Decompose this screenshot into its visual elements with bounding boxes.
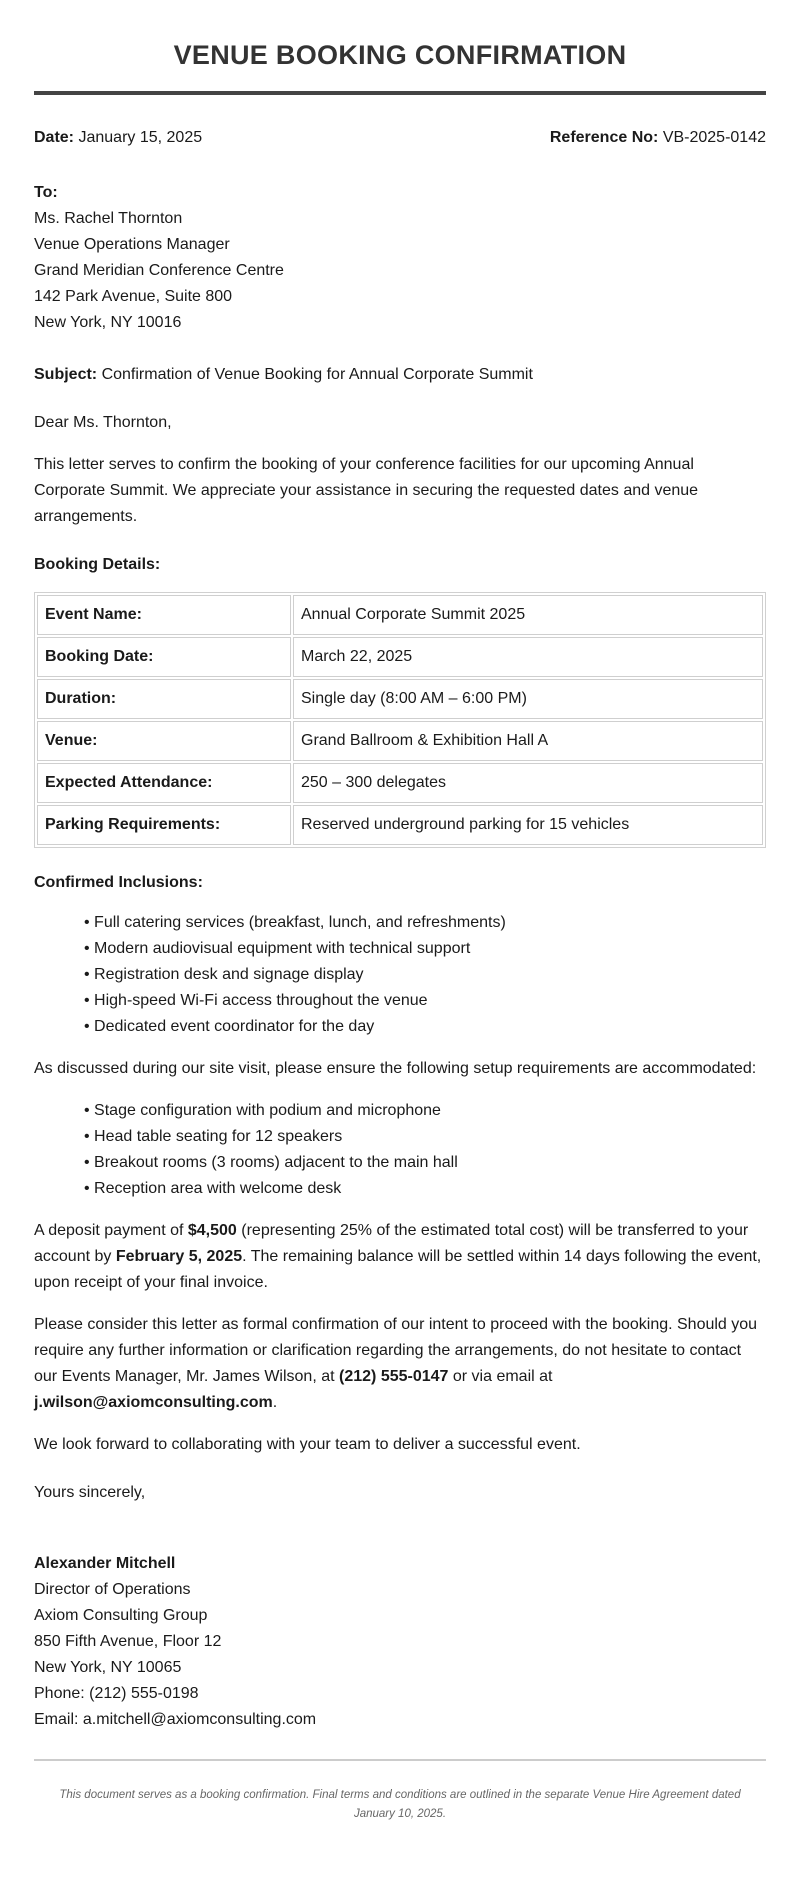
inclusions-list (34, 910, 766, 1040)
deposit-paragraph (34, 1218, 766, 1296)
contact-phone: (212) 555-0147 (339, 1368, 449, 1385)
signer-email: Email: a.mitchell@axiomconsulting.com (34, 1711, 317, 1728)
reference-value: VB-2025-0142 (662, 129, 766, 146)
table-row (37, 679, 763, 719)
list-item: • Head table seating for 12 speakers (84, 1128, 343, 1145)
signer-phone: Phone: (212) 555-0198 (34, 1685, 199, 1702)
list-item: • Breakout rooms (3 rooms) adjacent to the main hall (84, 1154, 458, 1171)
detail-key: Booking Date: (37, 637, 291, 677)
list-item: • Stage configuration with podium and microphone (84, 1102, 441, 1119)
intro-paragraph: This letter serves to confirm the booking of your conference facilities for our upcoming Annual Corporate Summit. We appreciate your assistance in securing the requested dates and venue arrangements. (34, 456, 699, 525)
recipient-name: Ms. Rachel Thornton (34, 210, 183, 227)
closing: Yours sincerely, (34, 1484, 146, 1501)
salutation: Dear Ms. Thornton, (34, 414, 172, 431)
deposit-text: (representing 25% of the estimated total cost) will be transferred to your account by (34, 1222, 749, 1265)
contact-text: Please consider this letter as formal confirmation of our intent to proceed with the booking. Should you require any further information or clarification regarding the arrangements, do not hesitate to contact our Events Manager, Mr. James Wilson, at (34, 1316, 758, 1385)
list-item: • High-speed Wi-Fi access throughout the venue (84, 992, 428, 1009)
contact-text: . (272, 1394, 278, 1411)
footer-note: This document serves as a booking confirmation. Final terms and conditions are outlined in the separate Venue Hire Agreement dated January 10, 2025. (59, 1789, 741, 1820)
list-item: • Registration desk and signage display (84, 966, 364, 983)
detail-value: Single day (8:00 AM – 6:00 PM) (293, 679, 763, 719)
detail-value: Reserved underground parking for 15 vehicles (293, 805, 763, 845)
signer-city: New York, NY 10065 (34, 1659, 182, 1676)
date-value: January 15, 2025 (78, 129, 203, 146)
recipient-address (34, 180, 766, 336)
date-label: Date: (34, 129, 75, 146)
reference-field (550, 129, 766, 147)
signature-block (34, 1551, 766, 1733)
recipient-organization: Grand Meridian Conference Centre (34, 262, 284, 279)
deposit-date: February 5, 2025 (115, 1248, 243, 1265)
table-row (37, 721, 763, 761)
table-row (37, 637, 763, 677)
detail-key: Expected Attendance: (37, 763, 291, 803)
title-divider (34, 91, 766, 95)
subject-line (34, 362, 766, 388)
signer-title: Director of Operations (34, 1581, 191, 1598)
detail-value: Grand Ballroom & Exhibition Hall A (293, 721, 763, 761)
meta-row (34, 129, 766, 147)
to-label: To: (34, 184, 58, 201)
detail-key: Event Name: (37, 595, 291, 635)
deposit-text: . The remaining balance will be settled within 14 days following the event, upon receipt of your final invoice. (34, 1248, 762, 1291)
footer-divider (34, 1759, 766, 1761)
list-item: • Full catering services (breakfast, lunch, and refreshments) (84, 914, 506, 931)
list-item: • Reception area with welcome desk (84, 1180, 342, 1197)
signer-street: 850 Fifth Avenue, Floor 12 (34, 1633, 222, 1650)
detail-value: Annual Corporate Summit 2025 (293, 595, 763, 635)
detail-value: March 22, 2025 (293, 637, 763, 677)
outro-paragraph: We look forward to collaborating with your team to deliver a successful event. (34, 1436, 581, 1453)
signer-organization: Axiom Consulting Group (34, 1607, 208, 1624)
detail-key: Venue: (37, 721, 291, 761)
setup-intro: As discussed during our site visit, please ensure the following setup requirements are accommodated: (34, 1060, 757, 1077)
recipient-street: 142 Park Avenue, Suite 800 (34, 288, 233, 305)
list-item: • Dedicated event coordinator for the day (84, 1018, 375, 1035)
setup-list (34, 1098, 766, 1202)
subject-label: Subject: (34, 366, 98, 383)
table-row (37, 595, 763, 635)
contact-paragraph (34, 1312, 766, 1416)
detail-key: Duration: (37, 679, 291, 719)
contact-text: or via email at (448, 1368, 553, 1385)
table-row (37, 805, 763, 845)
signer-name: Alexander Mitchell (34, 1555, 176, 1572)
detail-value: 250 – 300 delegates (293, 763, 763, 803)
inclusions-heading: Confirmed Inclusions: (34, 874, 203, 891)
contact-email: j.wilson@axiomconsulting.com (34, 1394, 273, 1411)
document-title: VENUE BOOKING CONFIRMATION (173, 40, 627, 70)
recipient-city: New York, NY 10016 (34, 314, 182, 331)
subject-text: Confirmation of Venue Booking for Annual Corporate Summit (101, 366, 533, 383)
recipient-title: Venue Operations Manager (34, 236, 230, 253)
booking-details-heading: Booking Details: (34, 556, 161, 573)
list-item: • Modern audiovisual equipment with technical support (84, 940, 471, 957)
detail-key: Parking Requirements: (37, 805, 291, 845)
table-row (37, 763, 763, 803)
booking-details-table (34, 592, 766, 848)
deposit-amount: $4,500 (187, 1222, 237, 1239)
reference-label: Reference No: (549, 129, 659, 146)
date-field (34, 129, 202, 147)
deposit-text: A deposit payment of (34, 1222, 188, 1239)
